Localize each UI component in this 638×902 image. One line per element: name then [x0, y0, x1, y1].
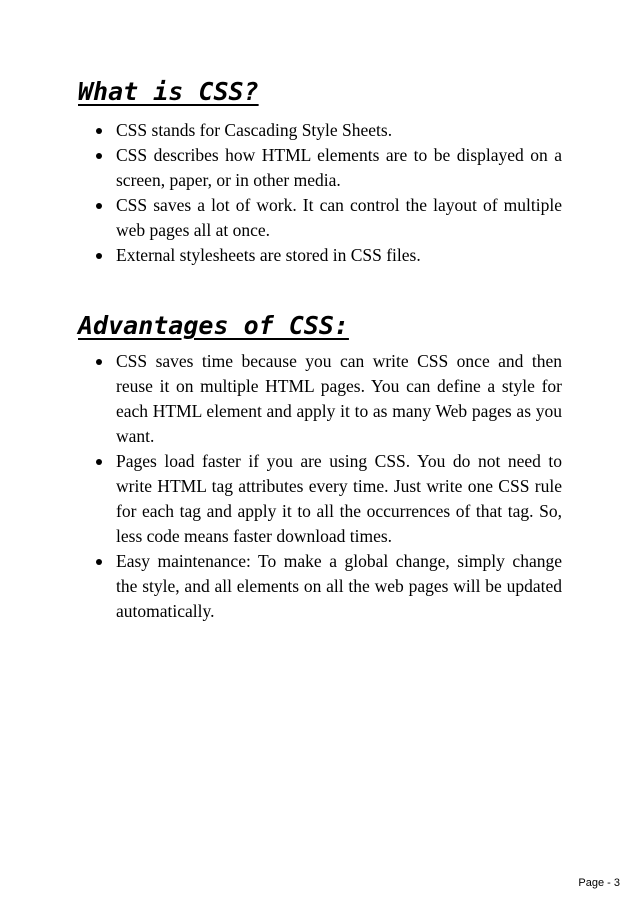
list-item: [96, 193, 562, 243]
list-item: [96, 243, 562, 268]
advantages-of-css-list: [96, 349, 562, 624]
bullet-icon: [96, 128, 102, 134]
section-heading-advantages-of-css: Advantages of CSS:: [78, 311, 349, 340]
list-item: [96, 143, 562, 193]
bullet-icon: [96, 203, 102, 209]
list-item-text: CSS stands for Cascading Style Sheets.: [116, 120, 393, 140]
bullet-icon: [96, 253, 102, 259]
list-item: [96, 449, 562, 549]
list-item: [96, 549, 562, 624]
page-number: Page - 3: [578, 877, 620, 889]
list-item-text: Easy maintenance: To make a global change, simply change the style, and all elements on all the web pages will be updated automatically.: [116, 551, 562, 621]
section-heading-what-is-css: What is CSS?: [78, 77, 259, 106]
list-item-text: CSS saves a lot of work. It can control the layout of multiple web pages all at once.: [116, 195, 562, 240]
list-item-text: CSS describes how HTML elements are to be displayed on a screen, paper, or in other media.: [116, 145, 562, 190]
list-item-text: External stylesheets are stored in CSS files.: [116, 245, 421, 265]
list-item: [96, 349, 562, 449]
bullet-icon: [96, 359, 102, 365]
what-is-css-list: [96, 118, 562, 268]
bullet-icon: [96, 559, 102, 565]
list-item-text: Pages load faster if you are using CSS. You do not need to write HTML tag attributes every time. Just write one CSS rule for each tag and apply it to all the occurrences of that tag. So, less code means faster download times.: [116, 451, 562, 546]
bullet-icon: [96, 459, 102, 465]
list-item: [96, 118, 562, 143]
list-item-text: CSS saves time because you can write CSS once and then reuse it on multiple HTML pages. You can define a style for each HTML element and apply it to as many Web pages as you want.: [116, 351, 562, 446]
bullet-icon: [96, 153, 102, 159]
